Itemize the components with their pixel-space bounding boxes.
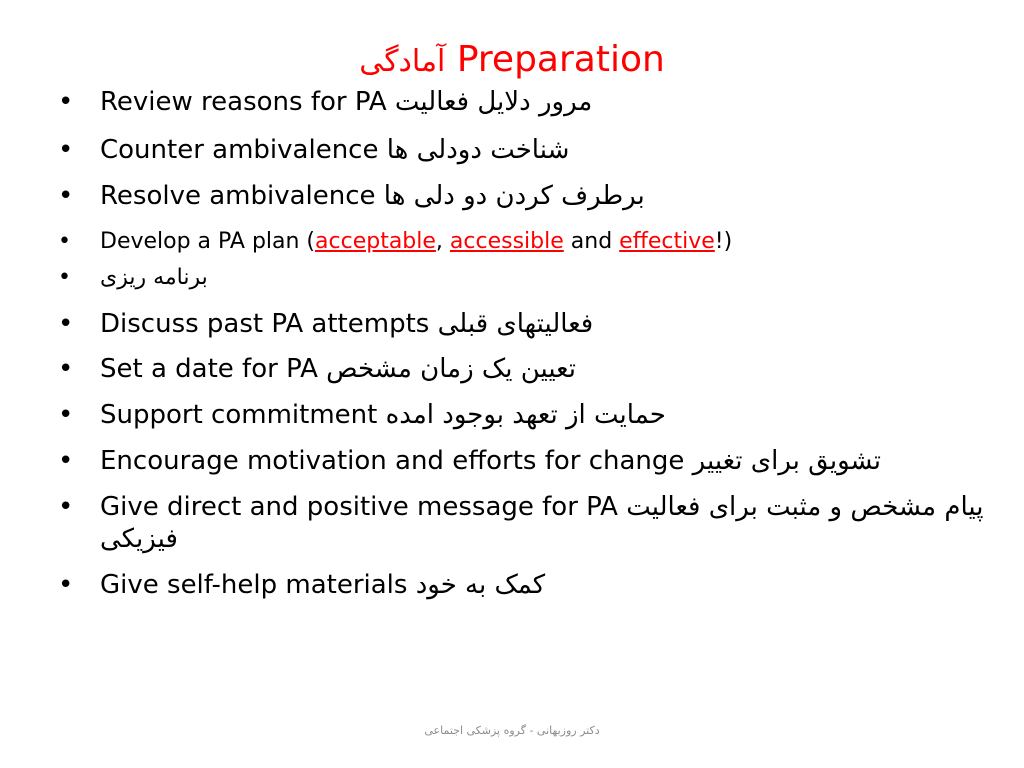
slide-title-persian: آمادگی: [359, 44, 446, 79]
bullet-item: [58, 491, 988, 555]
bullet-text-en: Discuss past PA attempts: [100, 309, 430, 339]
bullet-text-fa: فعالیتهای قبلی: [437, 309, 594, 339]
bullet-text-en: Resolve ambivalence: [100, 181, 376, 211]
bullet-dot: •: [58, 354, 74, 384]
bullet-item: [58, 134, 988, 166]
bullet-dot: •: [58, 87, 74, 117]
bullet-text-en: Counter ambivalence: [100, 135, 379, 165]
bullet-dot: •: [58, 135, 74, 165]
bullet-text-fa: شناخت دودلی ها: [386, 135, 570, 165]
bullet-suffix: !): [714, 229, 733, 254]
bullet-item: [58, 445, 988, 477]
bullet-list: [58, 86, 988, 601]
bullet-item: [58, 308, 988, 340]
bullet-separator: and: [563, 229, 620, 254]
bullet-dot: •: [58, 181, 74, 211]
bullet-text-en: Develop a PA plan (: [100, 229, 316, 254]
bullet-dot: •: [58, 400, 74, 430]
bullet-dot: •: [58, 265, 71, 290]
bullet-text-en: Give direct and positive message for PA: [100, 492, 618, 522]
bullet-text-fa: پیام مشخص و مثبت برای فعالیت فیزیکی: [100, 492, 984, 554]
bullet-text-fa: برنامه ریزی: [100, 265, 208, 290]
bullet-item: [58, 569, 988, 601]
bullet-text-en: Give self-help materials: [100, 570, 408, 600]
link-effective[interactable]: effective: [619, 229, 715, 254]
bullet-text-fa: مرور دلایل فعالیت: [394, 87, 593, 117]
bullet-item: [58, 228, 988, 255]
bullet-text-fa: تعیین یک زمان مشخص: [326, 354, 576, 384]
bullet-separator: ,: [435, 229, 450, 254]
bullet-text-fa: کمک به خود: [415, 570, 546, 600]
bullet-dot: •: [58, 446, 74, 476]
bullet-item: [58, 399, 988, 431]
link-accessible[interactable]: accessible: [449, 229, 564, 254]
link-acceptable[interactable]: acceptable: [315, 229, 436, 254]
bullet-item: [58, 353, 988, 385]
slide-title: [0, 38, 1024, 84]
bullet-dot: •: [58, 570, 74, 600]
bullet-text-en: Encourage motivation and efforts for change: [100, 446, 685, 476]
bullet-dot: •: [58, 309, 74, 339]
bullet-text-fa: برطرف کردن دو دلی ها: [383, 181, 645, 211]
bullet-text-en: Review reasons for PA: [100, 87, 387, 117]
bullet-text-fa: حمایت از تعهد بوجود امده: [385, 400, 666, 430]
slide-footer: دکتر روزبهانی - گروه پزشکی اجتماعی: [424, 724, 600, 737]
bullet-text-en: Support commitment: [100, 400, 378, 430]
bullet-dot: •: [58, 492, 74, 522]
bullet-text-fa: تشویق برای تغییر: [692, 446, 881, 476]
bullet-text-en: Set a date for PA: [100, 354, 318, 384]
slide-title-english: Preparation: [456, 39, 665, 80]
bullet-item: [58, 180, 988, 212]
bullet-item: [58, 86, 988, 118]
bullet-dot: •: [58, 229, 71, 254]
bullet-item: [58, 264, 988, 291]
